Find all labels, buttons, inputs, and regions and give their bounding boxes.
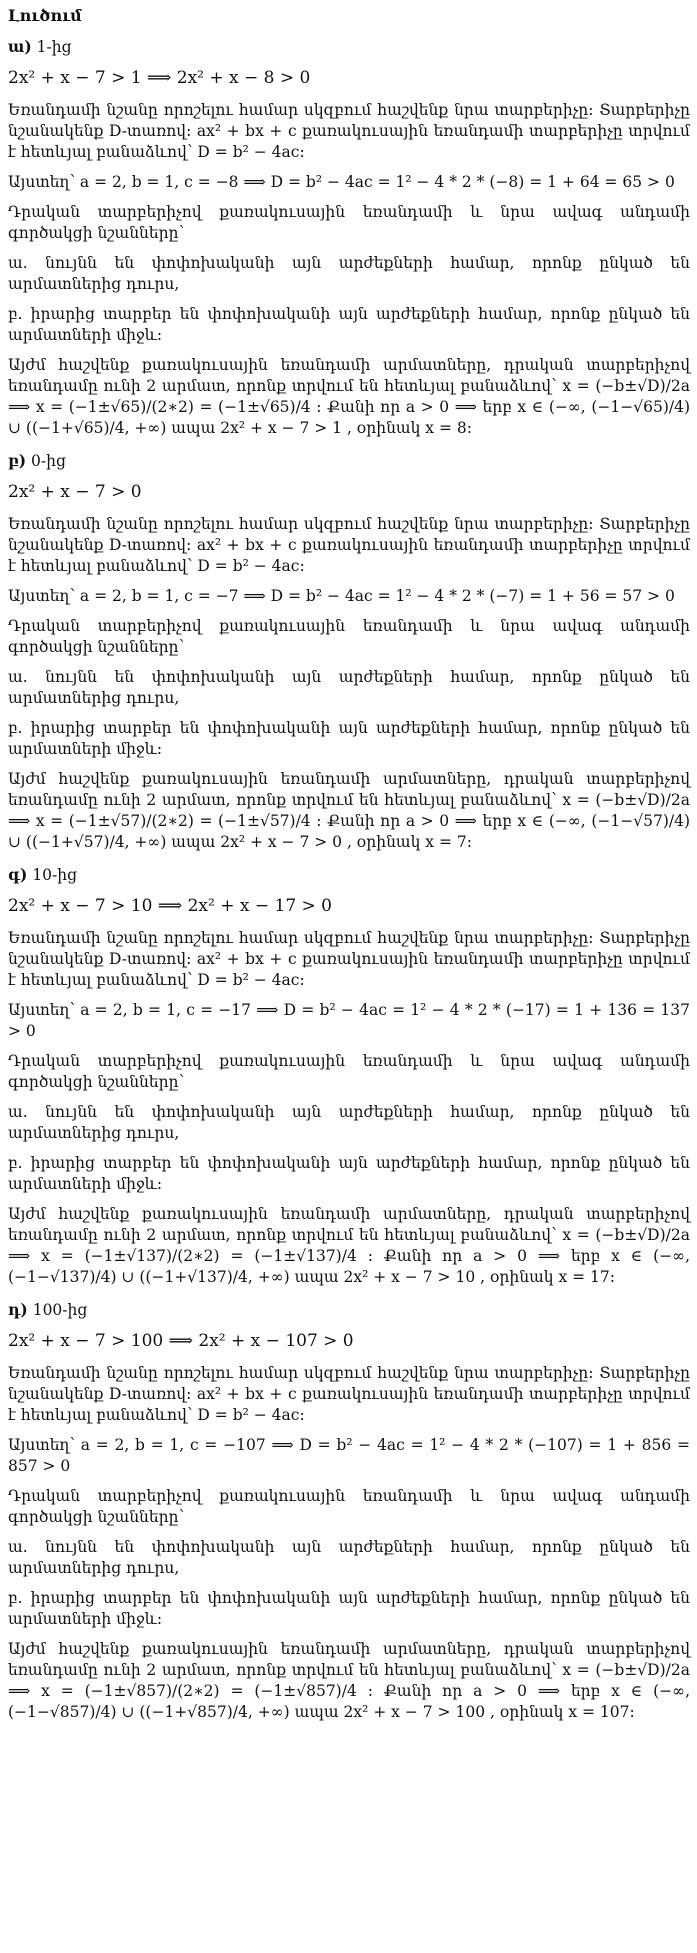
- section-heading-text: 1-ից: [36, 38, 72, 56]
- section-letter: ա): [8, 37, 32, 56]
- discriminant-paragraph: Եռանդամի նշանը որոշելու համար սկզբում հաշվենք նրա տարբերիչը: Տարբերիչը նշանակենք D-տառով: ax² + bx + c քառակուսային եռանդամի տարբերիչը տրվում է հետևյալ բանաձևով՝ D = b² − 4ac:: [8, 929, 690, 989]
- discriminant-paragraph: Եռանդամի նշանը որոշելու համար սկզբում հաշվենք նրա տարբերիչը: Տարբերիչը նշանակենք D-տառով: ax² + bx + c քառակուսային եռանդամի տարբերիչը տրվում է հետևյալ բանաձևով՝ D = b² − 4ac:: [8, 1364, 690, 1424]
- rule-b: բ. իրարից տարբեր են փոփոխականի այն արժեքների համար, որոնք ընկած են արմատների միջև:: [8, 1154, 690, 1193]
- rule-b: բ. իրարից տարբեր են փոփոխականի այն արժեքների համար, որոնք ընկած են արմատների միջև:: [8, 1589, 690, 1628]
- roots-paragraph: Այժմ հաշվենք քառակուսային եռանդամի արմատները, դրական տարբերիչով եռանդամը ունի 2 արմատ, որոնք տրվում են հետևյալ բանաձևով՝ x = (−b±√D)/2a ⟹ x = (−1±√57)/(2∗2) = (−1±√57)/4 : Քանի որ a > 0 ⟹ երբ x ∈ (−∞, (−1−√57)/4) ∪ ((−1+√57)/4, +∞) ապա 2x² + x − 7 > 0 , օրինակ x = 7:: [8, 770, 690, 851]
- section-letter: դ): [8, 1300, 28, 1319]
- discriminant-paragraph: Եռանդամի նշանը որոշելու համար սկզբում հաշվենք նրա տարբերիչը: Տարբերիչը նշանակենք D-տառով: ax² + bx + c քառակուսային եռանդամի տարբերիչը տրվում է հետևյալ բանաձևով՝ D = b² − 4ac:: [8, 515, 690, 575]
- roots-paragraph: Այժմ հաշվենք քառակուսային եռանդամի արմատները, դրական տարբերիչով եռանդամը ունի 2 արմատ, որոնք տրվում են հետևյալ բանաձևով՝ x = (−b±√D)/2a ⟹ x = (−1±√857)/(2∗2) = (−1±√857)/4 : Քանի որ a > 0 ⟹ երբ x ∈ (−∞, (−1−√857)/4) ∪ ((−1+√857)/4, +∞) ապա 2x² + x − 7 > 100 , օրինակ x = 107:: [8, 1640, 690, 1721]
- signs-paragraph: Դրական տարբերիչով քառակուսային եռանդամի և նրա ավագ անդամի գործակցի նշանները՝: [8, 1052, 690, 1091]
- inequality: 2x² + x − 7 > 1 ⟹ 2x² + x − 8 > 0: [8, 68, 311, 88]
- inequality: 2x² + x − 7 > 10 ⟹ 2x² + x − 17 > 0: [8, 896, 332, 916]
- rule-b: բ. իրարից տարբեր են փոփոխականի այն արժեքների համար, որոնք ընկած են արմատների միջև:: [8, 305, 690, 344]
- signs-paragraph: Դրական տարբերիչով քառակուսային եռանդամի և նրա ավագ անդամի գործակցի նշանները՝: [8, 617, 690, 656]
- roots-paragraph: Այժմ հաշվենք քառակուսային եռանդամի արմատները, դրական տարբերիչով եռանդամը ունի 2 արմատ, որոնք տրվում են հետևյալ բանաձևով՝ x = (−b±√D)/2a ⟹ x = (−1±√65)/(2∗2) = (−1±√65)/4 : Քանի որ a > 0 ⟹ երբ x ∈ (−∞, (−1−√65)/4) ∪ ((−1+√65)/4, +∞) ապա 2x² + x − 7 > 1 , օրինակ x = 8:: [8, 356, 690, 437]
- section-heading-text: 100-ից: [32, 1301, 88, 1319]
- rule-b: բ. իրարից տարբեր են փոփոխականի այն արժեքների համար, որոնք ընկած են արմատների միջև:: [8, 719, 690, 758]
- signs-paragraph: Դրական տարբերիչով քառակուսային եռանդամի և նրա ավագ անդամի գործակցի նշանները՝: [8, 203, 690, 242]
- signs-paragraph: Դրական տարբերիչով քառակուսային եռանդամի և նրա ավագ անդամի գործակցի նշանները՝: [8, 1487, 690, 1526]
- section-letter: բ): [8, 451, 27, 470]
- section-heading: [8, 865, 690, 884]
- section-c: [8, 865, 690, 1288]
- section-heading: [8, 1300, 690, 1319]
- discriminant-calculation: Այստեղ՝ a = 2, b = 1, c = −107 ⟹ D = b² − 4ac = 1² − 4 * 2 * (−107) = 1 + 856 = 857 > 0: [8, 1436, 690, 1475]
- section-heading: [8, 451, 690, 470]
- page-title: Լուծում: [8, 6, 82, 25]
- section-heading-text: 0-ից: [31, 452, 66, 470]
- discriminant-calculation: Այստեղ՝ a = 2, b = 1, c = −7 ⟹ D = b² − 4ac = 1² − 4 * 2 * (−7) = 1 + 56 = 57 > 0: [8, 587, 675, 605]
- discriminant-calculation: Այստեղ՝ a = 2, b = 1, c = −17 ⟹ D = b² − 4ac = 1² − 4 * 2 * (−17) = 1 + 136 = 137 > 0: [8, 1001, 690, 1040]
- section-b: [8, 451, 690, 853]
- roots-paragraph: Այժմ հաշվենք քառակուսային եռանդամի արմատները, դրական տարբերիչով եռանդամը ունի 2 արմատ, որոնք տրվում են հետևյալ բանաձևով՝ x = (−b±√D)/2a ⟹ x = (−1±√137)/(2∗2) = (−1±√137)/4 : Քանի որ a > 0 ⟹ երբ x ∈ (−∞, (−1−√137)/4) ∪ ((−1+√137)/4, +∞) ապա 2x² + x − 7 > 10 , օրինակ x = 17:: [8, 1205, 690, 1286]
- section-a: [8, 37, 690, 439]
- rule-a: ա. նույնն են փոփոխականի այն արժեքների համար, որոնք ընկած են արմատներից դուրս,: [8, 1538, 690, 1577]
- rule-a: ա. նույնն են փոփոխականի այն արժեքների համար, որոնք ընկած են արմատներից դուրս,: [8, 254, 690, 293]
- section-letter: գ): [8, 865, 28, 884]
- rule-a: ա. նույնն են փոփոխականի այն արժեքների համար, որոնք ընկած են արմատներից դուրս,: [8, 668, 690, 707]
- rule-a: ա. նույնն են փոփոխականի այն արժեքների համար, որոնք ընկած են արմատներից դուրս,: [8, 1103, 690, 1142]
- solution-document: [8, 0, 690, 1735]
- section-d: [8, 1300, 690, 1723]
- discriminant-paragraph: Եռանդամի նշանը որոշելու համար սկզբում հաշվենք նրա տարբերիչը: Տարբերիչը նշանակենք D-տառով: ax² + bx + c քառակուսային եռանդամի տարբերիչը տրվում է հետևյալ բանաձևով՝ D = b² − 4ac:: [8, 101, 690, 161]
- inequality: 2x² + x − 7 > 0: [8, 482, 142, 502]
- inequality: 2x² + x − 7 > 100 ⟹ 2x² + x − 107 > 0: [8, 1331, 354, 1351]
- discriminant-calculation: Այստեղ՝ a = 2, b = 1, c = −8 ⟹ D = b² − 4ac = 1² − 4 * 2 * (−8) = 1 + 64 = 65 > 0: [8, 173, 675, 191]
- section-heading: [8, 37, 690, 56]
- section-heading-text: 10-ից: [32, 866, 78, 884]
